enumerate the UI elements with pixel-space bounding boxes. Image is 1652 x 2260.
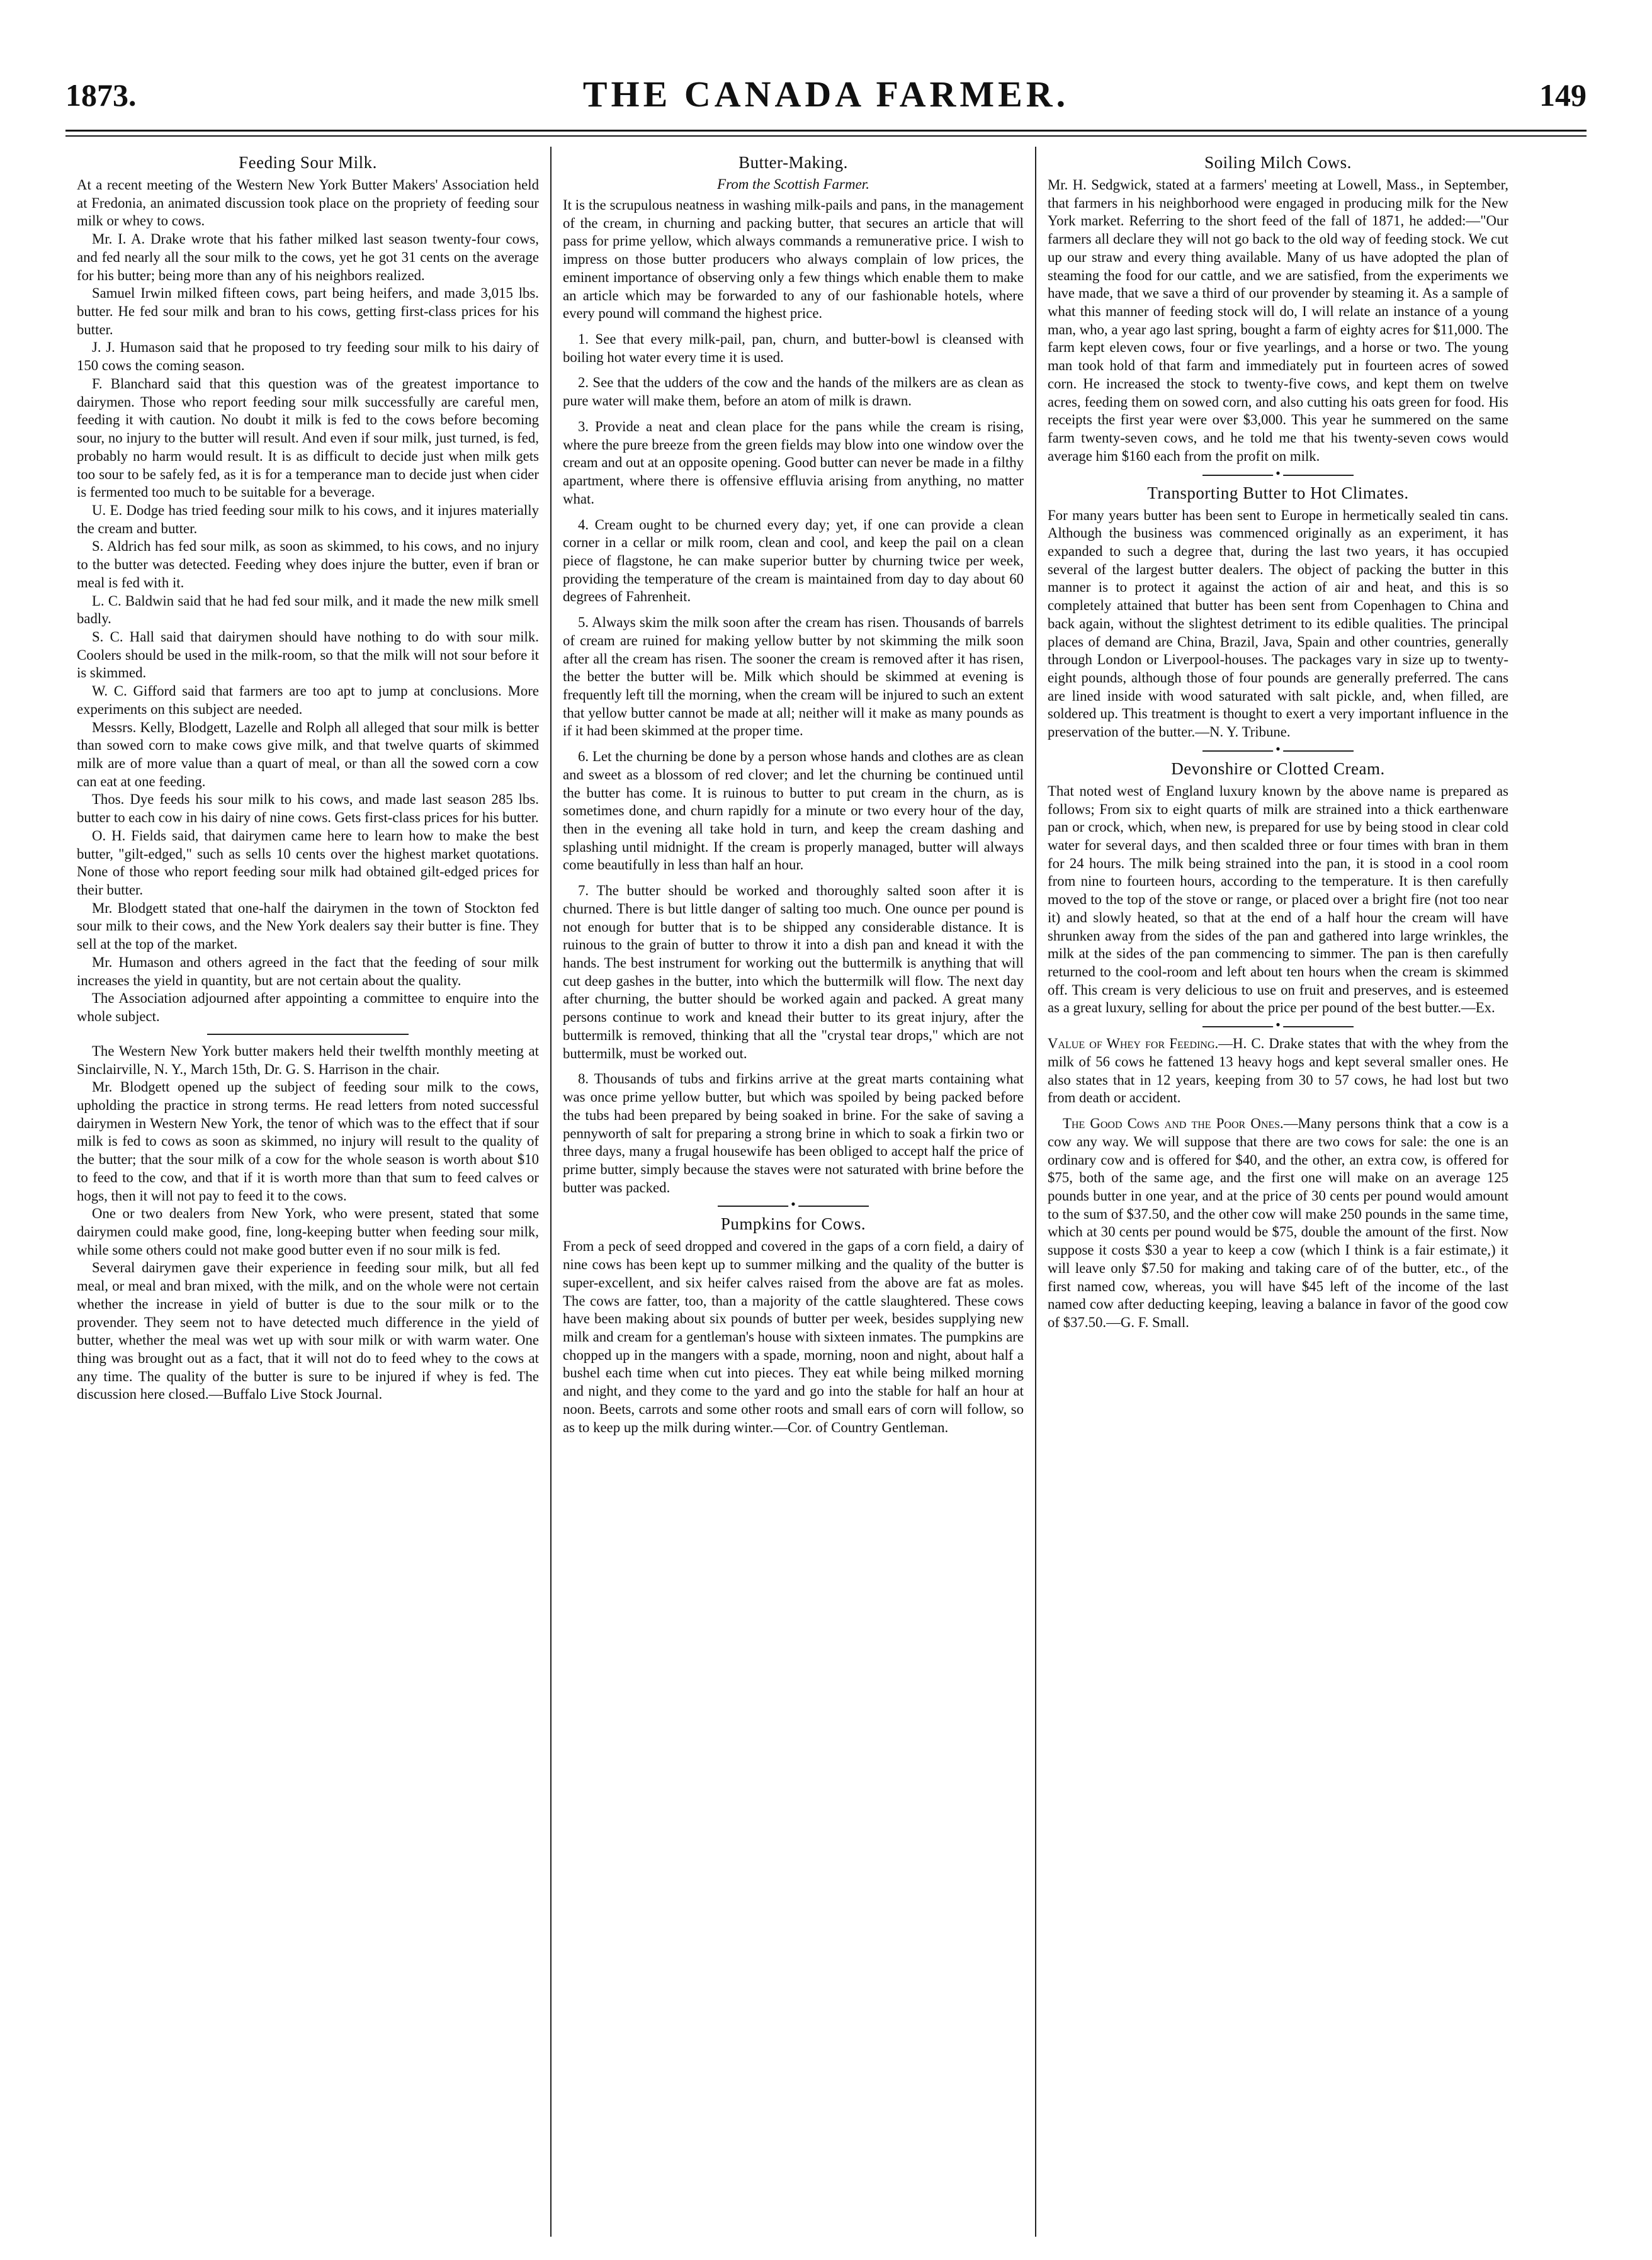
paragraph-lead: The Good Cows and the Poor Ones. — [1063, 1116, 1284, 1132]
paragraph: That noted west of England luxury known by the above name is prepared as follows; From six to eight quarts of milk are strained into a thick earthenware pan or crock, which, when new, is prepared for use by being stood in clear cold water for several days, and then scalded three or four times with bran in them for 24 hours. The milk being strained into the pan, it is stood in a cool room from nine to fourteen hours, according to the temperature. It is then carefully moved to the top of the stove or range, or placed over a bright fire (not too near it) and slowly heated, so that at the end of a half hour the cream will have shrunken away from the sides of the pan and gathered into large wrinkles, the milk at the sides of the pan commencing to simmer. The pan is then carefully returned to the cool-room and left about ten hours when the cream is skimmed off. This cream is very delicious to use on fruit and preserves, and is esteemed as a great luxury, selling for about the price per pound of the best butter.—Ex. — [1048, 783, 1508, 1016]
section-rule — [207, 1034, 409, 1035]
article-title-feeding-sour-milk: Feeding Sour Milk. — [239, 153, 377, 172]
article-title-soiling-milch-cows: Soiling Milch Cows. — [1204, 153, 1352, 172]
paragraph: F. Blanchard said that this question was of the greatest importance to dairymen. Those who report feeding sour milk successfully are careful men, feeding it with caution. No doubt it milk is fed to the cows before becoming sour, no injury to the butter will result. And even if sour milk, just turned, is fed, probably no harm would result. It is as difficult to decide just when milk gets too sour to be safely fed, as it is for a temperance man to decide just when cider is fermented too much to be suitable for a beverage. — [77, 375, 539, 500]
column-3 — [1035, 147, 1520, 2237]
article-title-devonshire-cream: Devonshire or Clotted Cream. — [1171, 759, 1385, 778]
paragraph: Mr. H. Sedgwick, stated at a farmers' meeting at Lowell, Mass., in September, that farmers in his neighborhood were engaged in producing milk for the New York market. Referring to the short feed of the fall of 1871, he added:—"Our farmers all declare they will not go back to the old way of feeding stock. We cut up our straw and every thing available. Many of us have adopted the plan of steaming the food for our cattle, and we are satisfied, from the experiments we have made, that we save a third of our provender by steaming it. As a sample of what this manner of feeding stock will do, I will relate an instance of a young man, who, a year ago last spring, bought a farm of eighty acres for $11,000. The farm kept eleven cows, four or five yearlings, and a horse or two. The young man took hold of that farm and immediately put in fourteen acres of sowed corn. He increased the stock to twenty-five cows, and kept them on twelve acres, feeding them on sowed corn, and also cutting his oats green for food. His receipts the first year were over $3,000. This year he summered on the same farm twenty-seven cows, and he told me that his twenty-seven cows would average him $160 each from the profit on milk. — [1048, 177, 1508, 464]
section-divider — [1202, 750, 1354, 752]
paragraph: 5. Always skim the milk soon after the cream has risen. Thousands of barrels of cream are ruined for making yellow butter by not skimming the milk soon after all the cream has risen. The sooner the cream is removed after it has risen, the better the butter will be. Milk which should be skimmed at evening is frequently left till the morning, when the cream will be injured to such an extent that yellow butter cannot be made at all; neither will it make as many pounds as if it had been skimmed at the proper time. — [563, 614, 1024, 739]
paragraph: U. E. Dodge has tried feeding sour milk to his cows, and it injures materially the cream and butter. — [77, 502, 539, 536]
paragraph: Samuel Irwin milked fifteen cows, part being heifers, and made 3,015 lbs. butter. He fed sour milk and bran to his cows, getting first-class prices for his butter. — [77, 285, 539, 337]
paragraph: 4. Cream ought to be churned every day; yet, if one can provide a clean corner in a cellar or milk room, clean and cool, and keep the pail on a clean piece of flagstone, he can make superior butter by churning twice per week, providing the temperature of the cream is maintained from day to day about 60 degrees of Fahrenheit. — [563, 516, 1024, 605]
paragraph-good-cows — [1048, 1115, 1508, 1332]
paragraph-body: —Many persons think that a cow is a cow any way. We will suppose that there are two cows for sale: the one is an ordinary cow and is offered for $40, and the other, an extra cow, is offered for $75, both of the same age, and the first one will make on an average 125 pounds butter in one year, and at the price of 30 cents per pound would amount to the sum of $37.50, and the other cow will make 250 pounds in the same time, which at 30 cents per pound would be $75, double the amount of the first. Now suppose it costs $30 a year to keep a cow (which I think is a fair estimate,) it will leave only $7.50 for making and taking care of of the butter, etc., of the first named cow, whereas, you will have $45 left of the income of the last named cow after deducting keeping, leaving a balance in favor of the good cow of $37.50.—G. F. Small. — [1048, 1116, 1509, 1330]
paragraph: Several dairymen gave their experience in feeding sour milk, but all fed meal, or meal and bran mixed, with the milk, and on the whole were not certain whether the increase in yield of butter is due to the sour milk or to the provender. They seem not to have detected much difference in the yield of butter, whether the meal was wet up with sour milk or with warm water. One thing was brought out as a fact, that it will not do to feed whey to the cows at any time. The quality of the butter is sure to be injured if whey is fed. The discussion here closed.—Buffalo Live Stock Journal. — [77, 1260, 539, 1403]
paragraph: The Western New York butter makers held their twelfth monthly meeting at Sinclairville, N. Y., March 15th, Dr. G. S. Harrison in the chair. — [77, 1042, 539, 1077]
article-source: From the Scottish Farmer. — [717, 176, 869, 192]
paragraph: Mr. Blodgett stated that one-half the dairymen in the town of Stockton fed sour milk to their cows, and the New York dealers say their butter is fine. They sell at the top of the market. — [77, 900, 539, 952]
paragraph: It is the scrupulous neatness in washing milk-pails and pans, in the management of the cream, in churning and packing butter, that secures an article that will pass for prime yellow, which always commands a remunerative price. I wish to impress on those butter producers who always complain of low prices, the eminent importance of observing only a few things which enable them to make an article which may be forwarded to any of our fashionable hotels, where every pound will command the highest price. — [563, 197, 1024, 322]
section-divider — [1202, 475, 1354, 476]
paragraph: 8. Thousands of tubs and firkins arrive at the great marts containing what was once prime yellow butter, but which was spoiled by being packed before the tubs had been prepared by being soaked in brine. For the sake of saving a pennyworth of salt for preparing a strong brine in which to soak a firkin two or three days, many a frugal housewife has been obliged to accept half the price of prime butter, simply because the staves were not saturated with brine before the butter was packed. — [563, 1071, 1024, 1195]
newspaper-title: THE CANADA FARMER. — [582, 74, 1070, 115]
paragraph: Thos. Dye feeds his sour milk to his cows, and made last season 285 lbs. butter to each cow in his dairy of nine cows. Gets first-class prices for his butter. — [77, 791, 539, 826]
column-2 — [550, 147, 1035, 2237]
paragraph: O. H. Fields said, that dairymen came here to learn how to make the best butter, "gilt-edged," such as sells 10 cents over the highest market quotations. None of those who report feeding sour milk had obtained gilt-edged prices for their butter. — [77, 827, 539, 898]
paragraph: 2. See that the udders of the cow and the hands of the milkers are as clean as pure water will make them, before an atom of milk is drawn. — [563, 375, 1024, 409]
paragraph: S. C. Hall said that dairymen should have nothing to do with sour milk. Coolers should be used in the milk-room, so that the milk will not sour before it is skimmed. — [77, 628, 539, 681]
paragraph: 7. The butter should be worked and thoroughly salted soon after it is churned. There is but little danger of salting too much. One ounce per pound is not enough for butter that is to be shipped any considerable distance. It is ruinous to the grain of butter to throw it into a dish pan and knead it with the hands. The best instrument for working out the buttermilk is anything that will cut deep gashes in the butter, into which the buttermilk will flow. The next day after churning, the butter should be worked again and packed. A great many persons continue to work and knead their butter to its great injury, after the buttermilk is removed, thinking that all the "crystal tear drops," which are not buttermilk, must be worked out. — [563, 883, 1024, 1061]
paragraph: At a recent meeting of the Western New York Butter Makers' Association held at Fredonia, an animated discussion took place on the propriety of feeding sour milk or whey to cows. — [77, 177, 539, 229]
paragraph: 3. Provide a neat and clean place for the pans while the cream is rising, where the pure breeze from the green fields may blow into one window over the cream and out at an opposite opening. Good butter can never be made in a filthy apartment, where there is offensive effluvia arising from anything, no matter what. — [563, 418, 1024, 507]
article-title-pumpkins: Pumpkins for Cows. — [720, 1214, 866, 1234]
page-number: 149 — [1539, 77, 1587, 113]
paragraph-value-of-whey — [1048, 1035, 1508, 1107]
paragraph: J. J. Humason said that he proposed to try feeding sour milk to his dairy of 150 cows the coming season. — [77, 339, 539, 374]
masthead — [65, 73, 1587, 123]
paragraph: Messrs. Kelly, Blodgett, Lazelle and Rolph all alleged that sour milk is better than sowed corn to make cows give milk, and that twelve quarts of skimmed milk are of more value than a quart of meal, or than all the sowed corn a cow can eat at one feeding. — [77, 719, 539, 789]
paragraph-lead: Value of Whey for Feeding. — [1048, 1036, 1219, 1052]
issue-year: 1873. — [65, 77, 137, 113]
paragraph: Mr. Humason and others agreed in the fact that the feeding of sour milk increases the yield in quantity, but are not certain about the quality. — [77, 954, 539, 988]
paragraph: Mr. Blodgett opened up the subject of feeding sour milk to the cows, upholding the practice in strong terms. He read letters from noted successful dairymen in Western New York, the tenor of which was to the effect that if sour milk is fed to cows as soon as skimmed, no injury will result to the quality of the butter; that the sour milk of a cow for the whole season is worth about $10 to feed to the cow, and that if it is worth more than that sum to feed calves or hogs, then it will not pay to feed it to the cows. — [77, 1079, 539, 1204]
columns — [65, 147, 1587, 2237]
paragraph: W. C. Gifford said that farmers are too apt to jump at conclusions. More experiments on this subject are needed. — [77, 683, 539, 717]
paragraph: L. C. Baldwin said that he had fed sour milk, and it made the new milk smell badly. — [77, 592, 539, 627]
section-divider — [1202, 1026, 1354, 1027]
column-1 — [65, 147, 550, 2237]
paragraph: 1. See that every milk-pail, pan, churn, and butter-bowl is cleansed with boiling hot water every time it is used. — [563, 331, 1024, 365]
paragraph: One or two dealers from New York, who were present, stated that some dairymen could make good, fine, long-keeping butter when feeding sour milk, while some others could not make good butter even if no sour milk is fed. — [77, 1206, 539, 1258]
paragraph: 6. Let the churning be done by a person whose hands and clothes are as clean and sweet as a blossom of red clover; and let the churning be continued until the butter has come. It is ruinous to butter to put cream in the churn, as is sometimes done, and churn rapidly for a minute or two every hour of the day, then in the evening all take hold in turn, and keep the cream dashing and splashing until midnight. If the cream is properly managed, butter will always come beautifully in less than half an hour. — [563, 749, 1024, 873]
paragraph-body: —H. C. Drake states that with the whey from the milk of 56 cows he fattened 13 heavy hogs and kept several smaller ones. He also states that in 12 years, keeping from 30 to 57 cows, he had lost but two from death or accident. — [1048, 1036, 1508, 1106]
article-title-butter-making: Butter-Making. — [738, 153, 848, 172]
masthead-rule — [65, 130, 1587, 137]
paragraph: The Association adjourned after appointing a committee to enquire into the whole subject. — [77, 990, 539, 1025]
paragraph: From a peck of seed dropped and covered in the gaps of a corn field, a dairy of nine cows has been kept up to summer milking and the quality of the butter is super-excellent, and six heifer calves raised from the above are fat as moles. The cows are fatter, too, than a majority of the cattle slaughtered. These cows have been making about six pounds of butter per week, besides supplying new milk and cream for a gentleman's house with sixteen inmates. The pumpkins are chopped up in the mangers with a spade, morning, noon and night, about half a bushel each time when cut into pieces. They eat while being milked morning and night, and they come to the yard and go into the stable for half an hour at noon. Beets, carrots and some other roots and small ears of corn will follow, so as to keep up the milk during winter.—Cor. of Country Gentleman. — [563, 1238, 1024, 1435]
paragraph: S. Aldrich has fed sour milk, as soon as skimmed, to his cows, and no injury to the butter was detected. Feeding whey does injure the butter, even if bran or meal is fed with it. — [77, 538, 539, 590]
article-title-transporting-butter: Transporting Butter to Hot Climates. — [1147, 483, 1409, 502]
section-divider — [718, 1206, 869, 1207]
paragraph: Mr. I. A. Drake wrote that his father milked last season twenty-four cows, and fed nearly all the sour milk to the cows, yet he got 31 cents on the average for his butter; being more than any of his neighbors realized. — [77, 231, 539, 283]
paragraph: For many years butter has been sent to Europe in hermetically sealed tin cans. Although the business was commenced originally as an experiment, it has expanded to such a degree that, during the last two years, it has occupied several of the largest butter dealers. The object of packing the butter in this manner is to protect it against the action of air and heat, and this is so completely attained that butter has been sent from Copenhagen to China and back again, without the slightest detriment to its edible qualities. The principal places of demand are China, Brazil, Java, Spain and other countries, generally through London or Liverpool-houses. The packages vary in size up to twenty-eight pounds, although those of four pounds are generally preferred. The cans are lined inside with wood saturated with salt pickle, and, when filled, are soldered up. This treatment is thought to exert a very important influence in the preservation of the butter.—N. Y. Tribune. — [1048, 507, 1508, 740]
